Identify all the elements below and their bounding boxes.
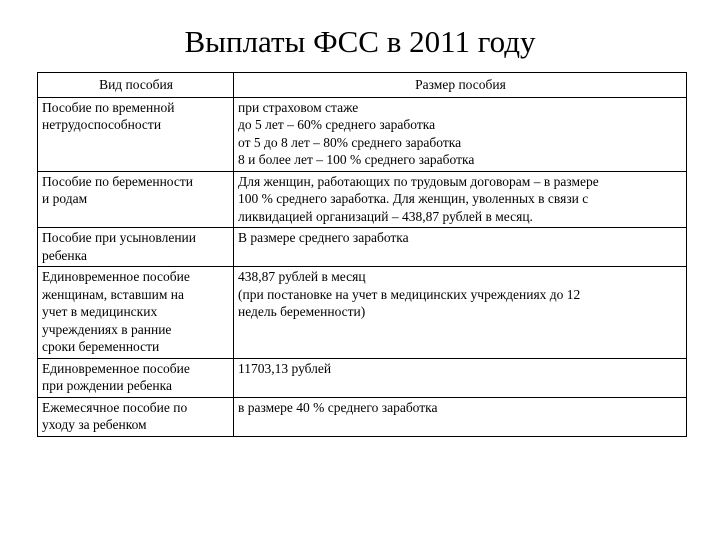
table-row (38, 267, 687, 359)
table-row (38, 97, 687, 171)
cell-line: (при постановке на учет в медицинских учреждениях до 12 (238, 286, 581, 302)
benefit-amount-cell (234, 358, 687, 397)
cell-line: Единовременное пособие (42, 269, 190, 284)
table-row (38, 358, 687, 397)
benefit-amount-cell (234, 397, 687, 436)
cell-line: учреждениях в ранние (42, 321, 172, 337)
cell-line: Пособие по временной (42, 99, 175, 115)
benefit-type-cell (38, 228, 234, 267)
cell-line: от 5 до 8 лет – 80% среднего заработка (238, 134, 462, 150)
cell-line: недель беременности) (238, 304, 366, 319)
benefit-amount-cell (234, 171, 687, 228)
column-header-amount: Размер пособия (234, 73, 687, 98)
cell-line: Единовременное пособие (42, 360, 190, 376)
benefit-type-cell (38, 171, 234, 228)
cell-line: 11703,13 рублей (238, 360, 332, 376)
cell-line: ликвидацией организаций – 438,87 рублей в месяц. (238, 208, 533, 224)
table-row (38, 228, 687, 267)
cell-line: Ежемесячное пособие по (42, 399, 188, 415)
benefit-type-cell (38, 267, 234, 359)
cell-line: 100 % среднего заработка. Для женщин, уволенных в связи с (238, 191, 589, 206)
cell-line: Пособие при усыновлении (42, 230, 196, 245)
benefit-amount-cell (234, 267, 687, 359)
table-header-row (38, 73, 687, 98)
benefit-type-cell (38, 397, 234, 436)
cell-line: в размере 40 % среднего заработка (238, 399, 438, 415)
table-row (38, 171, 687, 228)
cell-line: нетрудоспособности (42, 117, 162, 132)
cell-line: Для женщин, работающих по трудовым договорам – в размере (238, 173, 599, 189)
cell-line: сроки беременности (42, 339, 160, 354)
benefit-type-cell (38, 358, 234, 397)
benefit-type-cell (38, 97, 234, 171)
cell-line: В размере среднего заработка (238, 230, 409, 245)
cell-line: ребенка (42, 247, 87, 263)
table-row (38, 397, 687, 436)
cell-line: уходу за ребенком (42, 417, 147, 432)
cell-line: учет в медицинских (42, 304, 158, 319)
cell-line: женщинам, вставшим на (42, 286, 184, 302)
cell-line: при рождении ребенка (42, 378, 172, 393)
benefit-amount-cell (234, 228, 687, 267)
benefit-amount-cell (234, 97, 687, 171)
page-title: Выплаты ФСС в 2011 году (184, 24, 536, 59)
cell-line: Пособие по беременности (42, 173, 193, 189)
cell-line: 438,87 рублей в месяц (238, 269, 366, 284)
benefits-table (37, 72, 687, 437)
column-header-type: Вид пособия (38, 73, 234, 98)
cell-line: и родам (42, 191, 88, 206)
cell-line: 8 и более лет – 100 % среднего заработка (238, 152, 475, 167)
cell-line: при страховом стаже (238, 99, 359, 115)
cell-line: до 5 лет – 60% среднего заработка (238, 117, 436, 132)
